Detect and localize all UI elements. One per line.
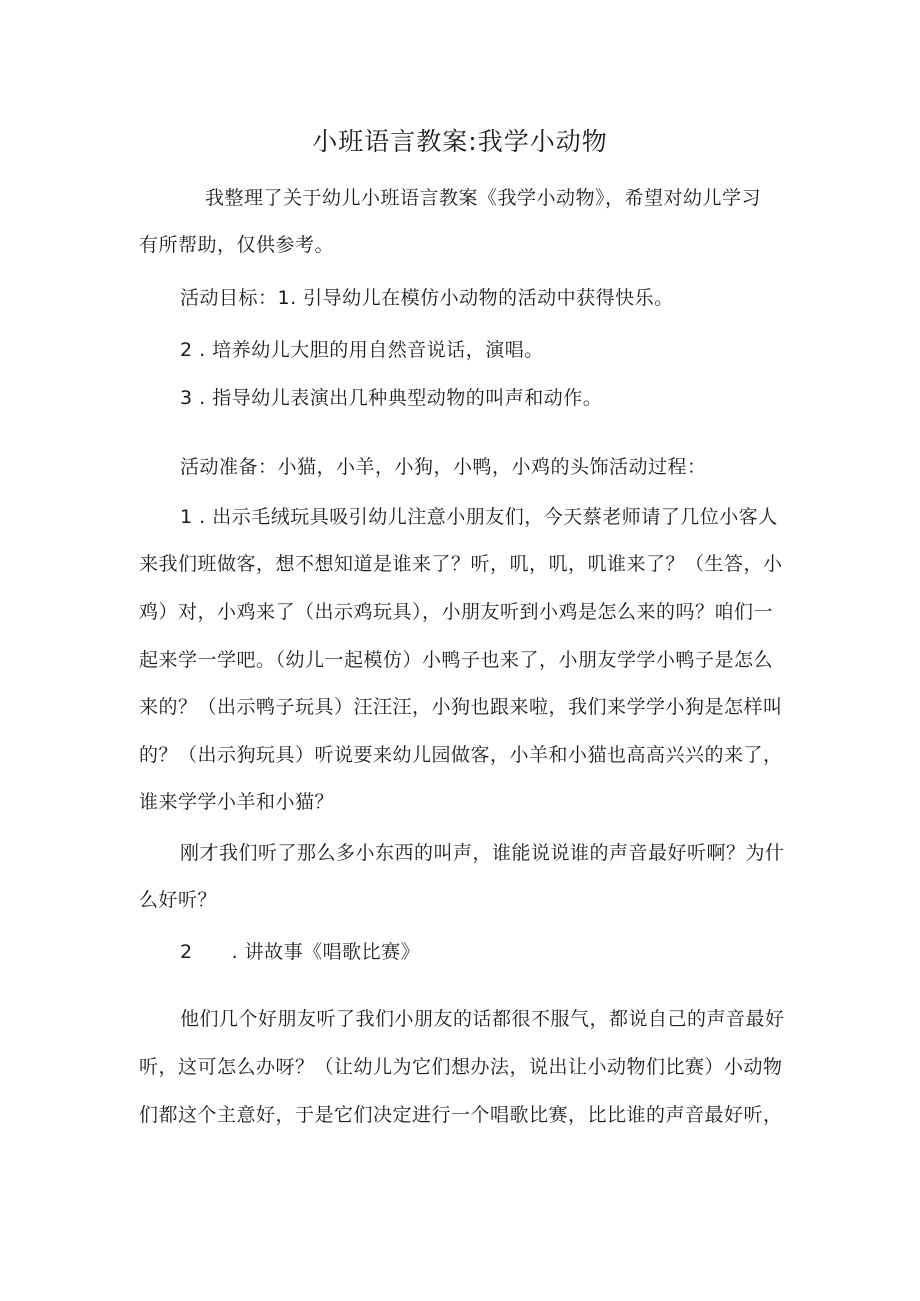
text-line: 1 . 出示毛绒玩具吸引幼儿注意小朋友们，今天蔡老师请了几位小客人	[180, 506, 778, 528]
text-line: 来我们班做客，想不想知道是谁来了？听，叽，叽，叽谁来了？（生答，小	[139, 553, 783, 575]
text-line: 2 . 讲故事《唱歌比赛》	[180, 941, 421, 963]
text-line: 活动准备：小猫，小羊，小狗，小鸭，小鸡的头饰活动过程：	[180, 456, 707, 478]
text-line: 听，这可怎么办呀？（让幼儿为它们想办法，说出让小动物们比赛）小动物	[139, 1056, 783, 1078]
text-line: 他们几个好朋友听了我们小朋友的话都很不服气，都说自己的声音最好	[180, 1008, 785, 1030]
text-line: 2 . 培养幼儿大胆的用自然音说话，演唱。	[180, 339, 544, 361]
document-title: 小班语言教案:我学小动物	[312, 127, 608, 156]
text-line: 谁来学学小羊和小猫？	[139, 791, 335, 813]
text-line: 们都这个主意好，于是它们决定进行一个唱歌比赛，比比谁的声音最好听，	[139, 1104, 783, 1126]
text-line: 来的？（出示鸭子玩具）汪汪汪，小狗也跟来啦，我们来学学小狗是怎样叫	[139, 696, 783, 718]
text-line: 的？（出示狗玩具）听说要来幼儿园做客，小羊和小猫也高高兴兴的来了，	[139, 744, 783, 766]
text-line: 有所帮助，仅供参考。	[139, 234, 335, 256]
text-line: 我整理了关于幼儿小班语言教案《我学小动物》，希望对幼儿学习	[205, 187, 762, 209]
text-line: 鸡）对，小鸡来了（出示鸡玩具），小朋友听到小鸡是怎么来的吗？咱们一	[139, 601, 774, 623]
text-line: 么好听？	[139, 889, 218, 911]
text-line: 活动目标：1. 引导幼儿在模仿小动物的活动中获得快乐。	[180, 287, 674, 309]
text-line: 3 . 指导幼儿表演出几种典型动物的叫声和动作。	[180, 387, 603, 409]
text-line: 刚才我们听了那么多小东西的叫声，谁能说说谁的声音最好听啊？为什	[180, 842, 785, 864]
text-line: 起来学一学吧。（幼儿一起模仿）小鸭子也来了，小朋友学学小鸭子是怎么	[139, 649, 774, 671]
